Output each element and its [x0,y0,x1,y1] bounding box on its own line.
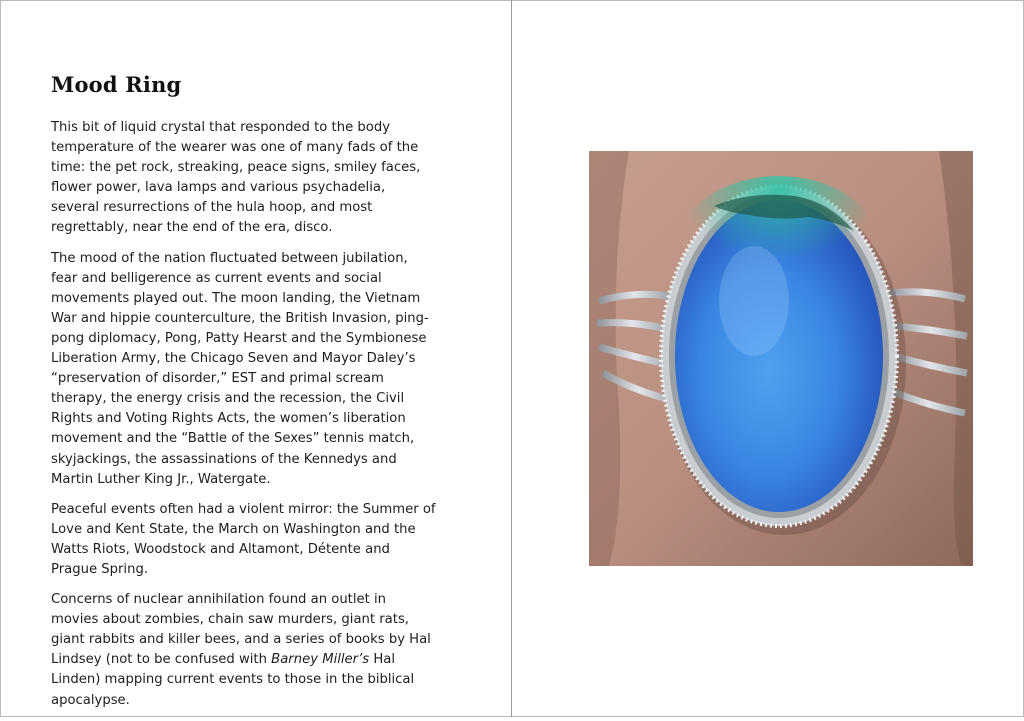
italic-show-title: Barney Miller’s [271,652,370,668]
stone-highlight [719,246,789,356]
paragraph-4-text-after: Hal Linden) mapping current events to those in the biblical apocalypse. [51,652,415,708]
mood-ring-photo [589,151,973,566]
paragraph-4-text-before: Concerns of nuclear annihilation found an outlet in movies about zombies, chain saw murders, giant rats, giant rabbits and killer bees, and a series of books by Hal Lindsey (not to be confused with [51,592,431,668]
paragraph-4 [51,590,437,711]
right-page [512,0,1024,717]
page-title: Mood Ring [51,72,182,97]
paragraph-1: This bit of liquid crystal that responded to the body temperature of the wearer was one of many fads of the time: the pet rock, streaking, peace signs, smiley faces, flower power, lava lamps and various psychadelia, several resurrections of the hula hoop, and most regrettably, near the end of the era, disco. [51,120,421,236]
paragraph-2: The mood of the nation fluctuated between jubilation, fear and belligerence as current events and social movements played out. The moon landing, the Vietnam War and hippie counterculture, the British Invasion, ping-pong diplomacy, Pong, Patty Hearst and the Symbionese Liberation Army, the Chicago Seven and Mayor Daley’s “preservation of disorder,” EST and primal scream therapy, the energy crisis and the recession, the Civil Rights and Voting Rights Acts, the women’s liberation movement and the “Battle of the Sexes” tennis match, skyjackings, the assassinations of the Kennedys and Martin Luther King Jr., Watergate. [51,250,429,487]
paragraph-3: Peaceful events often had a violent mirror: the Summer of Love and Kent State, the March on Washington and the Watts Riots, Woodstock and Altamont, Détente and Prague Spring. [51,501,436,577]
left-page [0,0,511,717]
article-body [51,118,437,721]
